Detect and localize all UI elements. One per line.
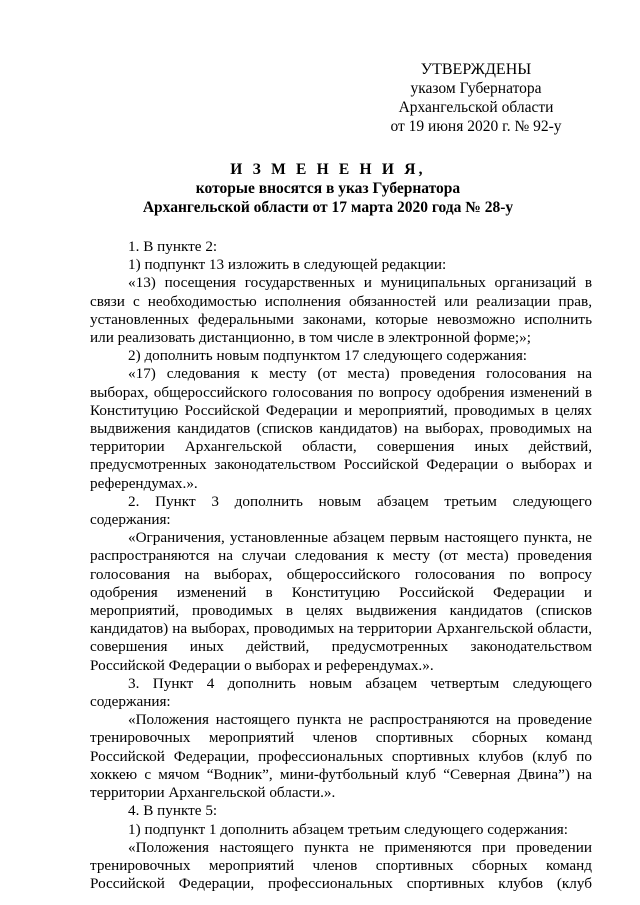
paragraph: «13) посещения государственных и муниципальных организаций в связи с необходимостью исполнения обязанностей или реализации прав, установленных федеральными законами, которые невозможно исполнить или реализовать дистанционно, в том числе в электронной форме;»; — [90, 274, 592, 347]
approval-stamp — [366, 60, 586, 136]
paragraph: 2. Пункт 3 дополнить новым абзацем третьим следующего содержания: — [90, 492, 592, 529]
paragraph: 2) дополнить новым подпунктом 17 следующего содержания: — [128, 347, 528, 365]
document-body — [90, 238, 592, 893]
approval-line-2: Архангельской области — [398, 99, 554, 116]
document-heading — [70, 160, 586, 217]
approval-line-3: от 19 июня 2020 г. № 92-у — [390, 118, 562, 135]
heading-title: И З М Е Н Е Н И Я, — [230, 161, 426, 178]
paragraph: «Положения настоящего пункта не распространяются на проведение тренировочных мероприятий членов спортивных сборных команд Российской Федерации, профессиональных спортивных клубов (клуб по хоккею с мячом “Водник”, мини-футбольный клуб “Северная Двина”) на территории Архангельской области.». — [90, 711, 592, 802]
paragraph: 3. Пункт 4 дополнить новым абзацем четвертым следующего содержания: — [90, 674, 592, 711]
paragraph: «Ограничения, установленные абзацем первым настоящего пункта, не распространяются на случаи следования к месту (от места) проведения голосования на выборах, общероссийского голосования по вопросу одобрения изменений в Конституцию Российской Федерации и мероприятий, проводимых в целях выдвижения кандидатов (списков кандидатов) на выборах, проводимых на территории Архангельской области, совершения иных действий, предусмотренных законодательством Российской Федерации о выборах и референдумах.». — [90, 529, 592, 674]
paragraph: 1. В пункте 2: — [128, 238, 218, 255]
paragraph: «Положения настоящего пункта не применяются при проведении тренировочных мероприятий членов спортивных сборных команд Российской Федерации, профессиональных спортивных клубов (клуб — [90, 838, 592, 893]
approval-title: УТВЕРЖДЕНЫ — [420, 61, 532, 78]
heading-line-1: которые вносятся в указ Губернатора — [195, 180, 461, 197]
heading-line-2: Архангельской области от 17 марта 2020 года № 28-у — [142, 199, 514, 216]
paragraph: 1) подпункт 1 дополнить абзацем третьим следующего содержания: — [128, 820, 568, 838]
approval-line-1: указом Губернатора — [410, 80, 542, 97]
paragraph: «17) следования к месту (от места) проведения голосования на выборах, общероссийского голосования по вопросу одобрения изменений в Конституцию Российской Федерации и мероприятий, проводимых в целях выдвижения кандидатов (списков кандидатов) на выборах, проводимых на территории Архангельской области, совершения иных действий, предусмотренных законодательством Российской Федерации о выборах и референдумах.». — [90, 365, 592, 492]
paragraph: 1) подпункт 13 изложить в следующей редакции: — [128, 256, 447, 274]
paragraph: 4. В пункте 5: — [128, 802, 218, 820]
